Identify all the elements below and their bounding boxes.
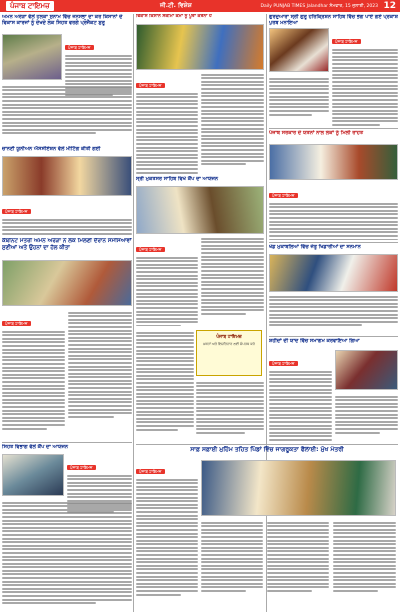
section-divider [136,444,398,445]
article-photo [136,186,264,234]
ad-subtitle: ਖ਼ਬਰਾਂ ਅਤੇ ਇਸ਼ਤਿਹਾਰ ਲਈ ਸੰਪਰਕ ਕਰੋ [203,342,255,346]
byline: ਪੰਜਾਬ ਟਾਇਮਜ਼ [65,45,94,50]
article-photo [269,144,398,180]
article-bottom-wide[interactable] [136,446,398,610]
byline: ਪੰਜਾਬ ਟਾਇਮਜ਼ [332,39,361,44]
article-body [267,520,329,592]
article-body [201,72,264,165]
section-title: ਜੀ.ਟੀ. ਵਿਸ਼ੇਸ਼ [160,2,192,9]
section-divider [2,442,132,443]
article-photo [2,454,64,496]
article-headline: ਸ੍ਰੀ ਮੁਕਤਸਰ ਸਾਹਿਬ ਵਿਖੇ ਕੈਂਪ ਦਾ ਆਯੋਜਨ [136,176,219,182]
article-body [136,236,198,326]
byline: ਪੰਜਾਬ ਟਾਇਮਜ਼ [2,209,31,214]
article-body [2,198,132,236]
article-mid-left[interactable] [2,146,132,236]
article-headline: ਸਾਫ਼ ਸਫ਼ਾਈ ਮੁਹਿੰਮ ਤਹਿਤ ਪਿੰਡਾਂ ਵਿੱਚ ਜਾਗਰੂਕਤਾ ਫੈਲਾਈ: ਮੁੱਖ ਮੰਤਰੀ [190,446,344,453]
article-right-lower-2[interactable] [269,338,398,442]
article-body [2,500,132,604]
article-body [335,394,398,434]
byline: ਪੰਜਾਬ ਟਾਇਮਜ਼ [136,247,165,252]
article-bottom-left[interactable] [2,444,132,610]
article-photo [136,24,264,70]
article-body [201,520,263,592]
article-left-lower[interactable] [2,238,132,440]
article-top-right[interactable] [269,14,398,126]
section-divider [269,128,398,129]
page-number: 12 [383,1,396,11]
article-body [136,458,198,596]
article-headline: ਗੁਰਦੁਆਰਾ ਸ੍ਰੀ ਗੁਰੂ ਹਰਿਕ੍ਰਿਸ਼ਨ ਸਾਹਿਬ ਵਿੱਚ ਭੋਗ ਪਾਏ ਗਏ ਪ੍ਰਕਾਸ਼ ਪੁਰਬ ਮਨਾਇਆ [269,14,398,27]
article-mid-right[interactable] [269,130,398,240]
article-photo [2,156,132,196]
section-divider [269,242,398,243]
article-headline: ਸ਼ਹੀਦਾਂ ਦੀ ਯਾਦ ਵਿੱਚ ਸਮਾਗਮ ਕਰਵਾਇਆ ਗਿਆ [269,338,360,344]
article-body [269,294,398,326]
byline: ਪੰਜਾਬ ਟਾਇਮਜ਼ [136,469,165,474]
issue-date: Daily PUNJAB TIMES Jalandhar ਸੋਮਵਾਰ, 15 ਜੁਲਾਈ, 2023 [260,4,378,9]
article-headline: ਖੇਡ ਮੁਕਾਬਲਿਆਂ ਵਿੱਚ ਜੇਤੂ ਖਿਡਾਰੀਆਂ ਦਾ ਸਨਮਾਨ [269,244,361,250]
advertisement-box[interactable] [196,330,262,376]
article-photo [2,34,62,80]
article-body [269,350,332,442]
article-headline: ਸਿਹਤ ਵਿਭਾਗ ਵੱਲੋਂ ਕੈਂਪ ਦਾ ਆਯੋਜਨ [2,444,69,450]
article-body [269,182,398,240]
masthead-logo: ਪੰਜਾਬ ਟਾਇਮਜ਼ [6,1,54,11]
article-headline: ਵਿਕਾਸ ਕਿਸਾਨ ਸਕੀਮਾਂ ਕੰਮਾਂ ਨੂੰ ਪੂਰਾ ਕਰਨਾ ਹੈ [136,14,212,19]
article-center-lower-2[interactable] [196,380,264,442]
article-photo [269,254,398,292]
article-body [2,310,65,430]
article-headline: ਕੈਬਨਿਟ ਮੰਤਰੀ ਅਮਨ ਅਰੋੜਾ ਨੇ ਲੋਕ ਮਿਲਣੀ ਦੌਰਾਨ ਸਮੱਸਿਆਵਾਂ ਸੁਣੀਆਂ ਅਤੇ ਉਹਨਾਂ ਦਾ ਹੱਲ ਕੀਤਾ [2,238,132,251]
byline: ਪੰਜਾਬ ਟਾਇਮਜ਼ [67,465,96,470]
article-photo [335,350,398,390]
article-top-middle[interactable] [136,14,264,174]
article-mid-center[interactable] [136,176,264,326]
article-right-lower[interactable] [269,244,398,334]
article-body [201,236,264,315]
section-divider [269,336,398,337]
byline: ਪੰਜਾਬ ਟਾਇਮਜ਼ [136,83,165,88]
article-headline: ਅਮਨ ਅਰੋੜਾ ਵੱਲੋਂ ਹਲਕਾ ਸੁਨਾਮ ਵਿੱਚ ਜਨਸਭਾ ਦਾ ਕਰ ਕਿਸਾਨਾਂ ਦੇ ਵਿਕਾਸ ਕਾਰਜਾਂ ਨੂੰ ਦੇਖਦੇ ਲੋਕ ਸਿਹਤ ਵਰਗੇ ਪ੍ਰੋਜੈਕਟ ਸ਼ੁਰੂ [2,14,123,27]
article-photo [201,460,396,516]
article-photo [2,260,132,306]
ad-title: ਪੰਜਾਬ ਟਾਇਮਜ਼ [216,335,242,340]
article-photo [269,28,329,72]
article-body [269,76,329,116]
article-body [2,84,132,134]
article-headline: ਪੰਜਾਬ ਸਰਕਾਰ ਦੇ ਯਤਨਾਂ ਨਾਲ ਲੋਕਾਂ ਨੂੰ ਮਿਲੀ ਰਾਹਤ [269,130,364,136]
article-body [68,310,132,418]
article-body [136,72,198,174]
column-divider [133,14,134,612]
article-headline: ਚਾਨਣੀ ਯੂਨੀਅਨ ਐਸੋਸੀਏਸ਼ਨ ਵੱਲੋਂ ਮੀਟਿੰਗ ਕੀਤੀ ਗਈ [2,146,101,152]
byline: ਪੰਜਾਬ ਟਾਇਮਜ਼ [2,321,31,326]
article-center-lower[interactable] [136,330,194,442]
article-body [333,520,396,592]
byline: ਪੰਜਾਬ ਟਾਇਮਜ਼ [269,361,298,366]
masthead [0,0,400,12]
byline: ਪੰਜਾਬ ਟਾਇਮਜ਼ [269,193,298,198]
article-top-left[interactable] [2,14,132,144]
article-body [332,28,398,126]
